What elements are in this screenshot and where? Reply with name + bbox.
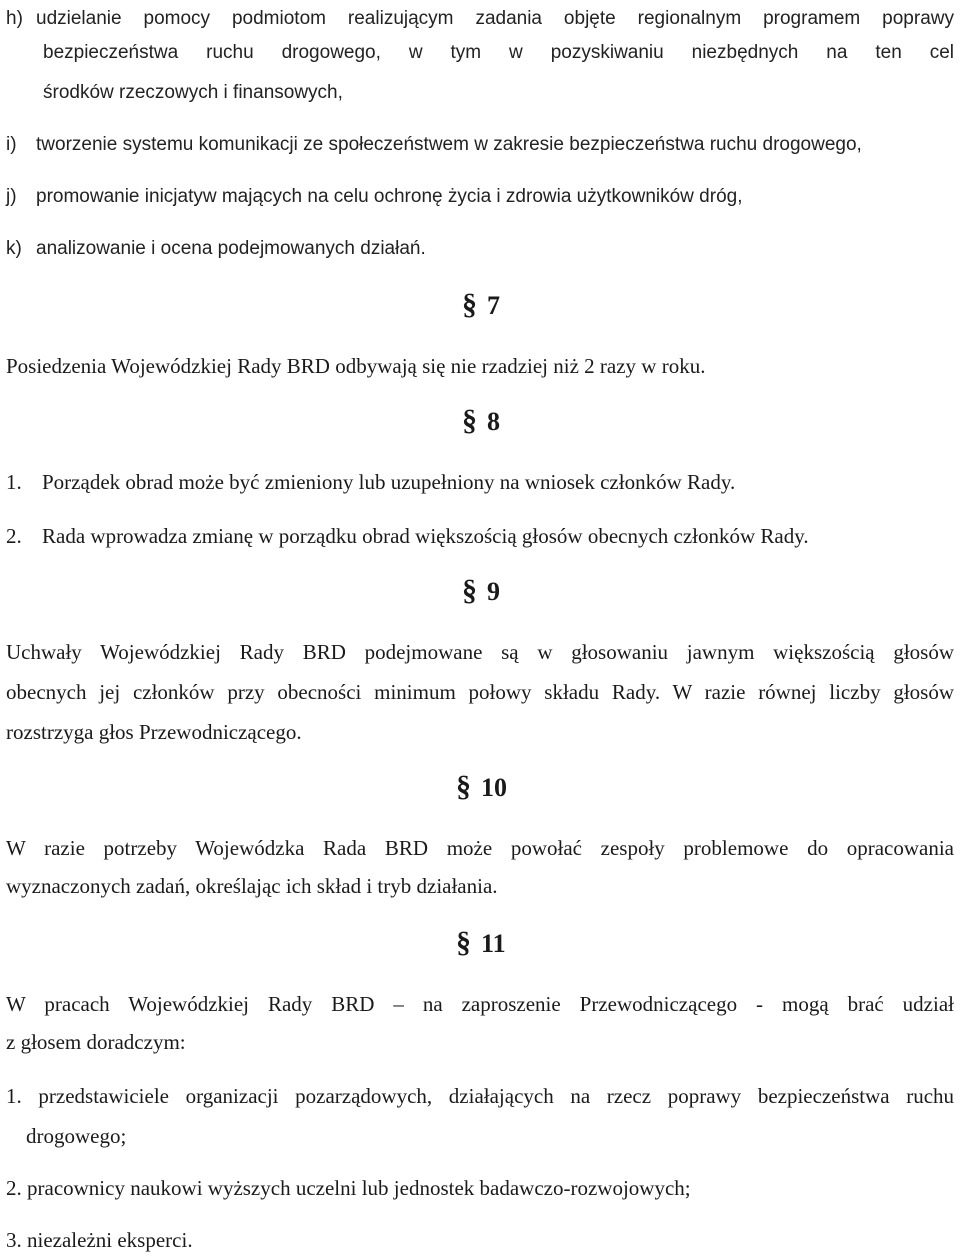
section-sign: § (462, 288, 477, 321)
item-text: Rada wprowadza zmianę w porządku obrad większością głosów obecnych członków Rady. (42, 524, 809, 548)
list-item-i (6, 134, 954, 156)
item-number: 1. (6, 470, 22, 494)
list-item-k (6, 238, 954, 260)
section-number: 9 (487, 577, 500, 606)
section-heading-10 (456, 770, 507, 804)
section-10-line2: wyznaczonych zadań, określając ich skład i tryb działania. (6, 874, 498, 898)
list-item-h-line3: środków rzeczowych i finansowych, (43, 82, 343, 103)
item-number: 3. (6, 1228, 22, 1252)
section-number: 8 (487, 407, 500, 436)
section-9-line2: obecnych jej członków przy obecności minimum połowy składu Rady. W razie równej liczby głosów (6, 680, 954, 704)
section-heading-7 (462, 288, 500, 322)
section-7-text: Posiedzenia Wojewódzkiej Rady BRD odbywają się nie rzadziej niż 2 razy w roku. (6, 354, 706, 378)
section-sign: § (462, 404, 477, 437)
list-item-h-text: udzielanie pomocy podmiotom realizującym zadania objęte regionalnym programem poprawy (36, 8, 954, 29)
list-item-h-line2: bezpieczeństwa ruchu drogowego, w tym w pozyskiwaniu niezbędnych na ten cel (43, 42, 954, 63)
section-11-line2: z głosem doradczym: (6, 1030, 186, 1054)
item-text: niezależni eksperci. (27, 1228, 193, 1252)
section-11-item-3 (6, 1228, 954, 1253)
section-10-line1: W razie potrzeby Wojewódzka Rada BRD może powołać zespoły problemowe do opracowania (6, 836, 954, 860)
section-sign: § (462, 574, 477, 607)
section-sign: § (456, 926, 471, 959)
section-8-item-1 (6, 470, 954, 495)
section-number: 7 (487, 291, 500, 320)
list-item-i-text: tworzenie systemu komunikacji ze społeczeństwem w zakresie bezpieczeństwa ruchu drogowego, (36, 134, 862, 155)
section-number: 10 (481, 773, 507, 802)
list-marker-j: j) (6, 186, 17, 207)
item-number: 2. (6, 524, 22, 548)
list-item-j (6, 186, 954, 208)
list-marker-i: i) (6, 134, 17, 155)
list-marker-k: k) (6, 238, 22, 259)
section-11-item-1-line2: drogowego; (26, 1124, 127, 1148)
section-8-item-2 (6, 524, 954, 549)
list-item-h-line1 (6, 8, 954, 30)
section-heading-8 (462, 404, 500, 438)
item-number: 1. (6, 1084, 22, 1108)
section-sign: § (456, 770, 471, 803)
list-item-k-text: analizowanie i ocena podejmowanych działań. (36, 238, 426, 259)
section-11-line1: W pracach Wojewódzkiej Rady BRD – na zaproszenie Przewodniczącego - mogą brać udział (6, 992, 954, 1016)
section-11-item-2 (6, 1176, 954, 1201)
section-11-item-1-line1 (6, 1084, 954, 1109)
list-item-j-text: promowanie inicjatyw mających na celu ochronę życia i zdrowia użytkowników dróg, (36, 186, 743, 207)
section-heading-9 (462, 574, 500, 608)
section-heading-11 (456, 926, 506, 960)
item-number: 2. (6, 1176, 22, 1200)
list-marker-h: h) (6, 8, 23, 29)
section-number: 11 (481, 929, 506, 958)
item-text: pracownicy naukowi wyższych uczelni lub jednostek badawczo-rozwojowych; (27, 1176, 691, 1200)
section-9-line1: Uchwały Wojewódzkiej Rady BRD podejmowane są w głosowaniu jawnym większością głosów (6, 640, 954, 664)
item-text: przedstawiciele organizacji pozarządowych, działających na rzecz poprawy bezpieczeństwa ruchu (38, 1084, 955, 1108)
item-text: Porządek obrad może być zmieniony lub uzupełniony na wniosek członków Rady. (42, 470, 736, 494)
section-9-line3: rozstrzyga głos Przewodniczącego. (6, 720, 302, 744)
